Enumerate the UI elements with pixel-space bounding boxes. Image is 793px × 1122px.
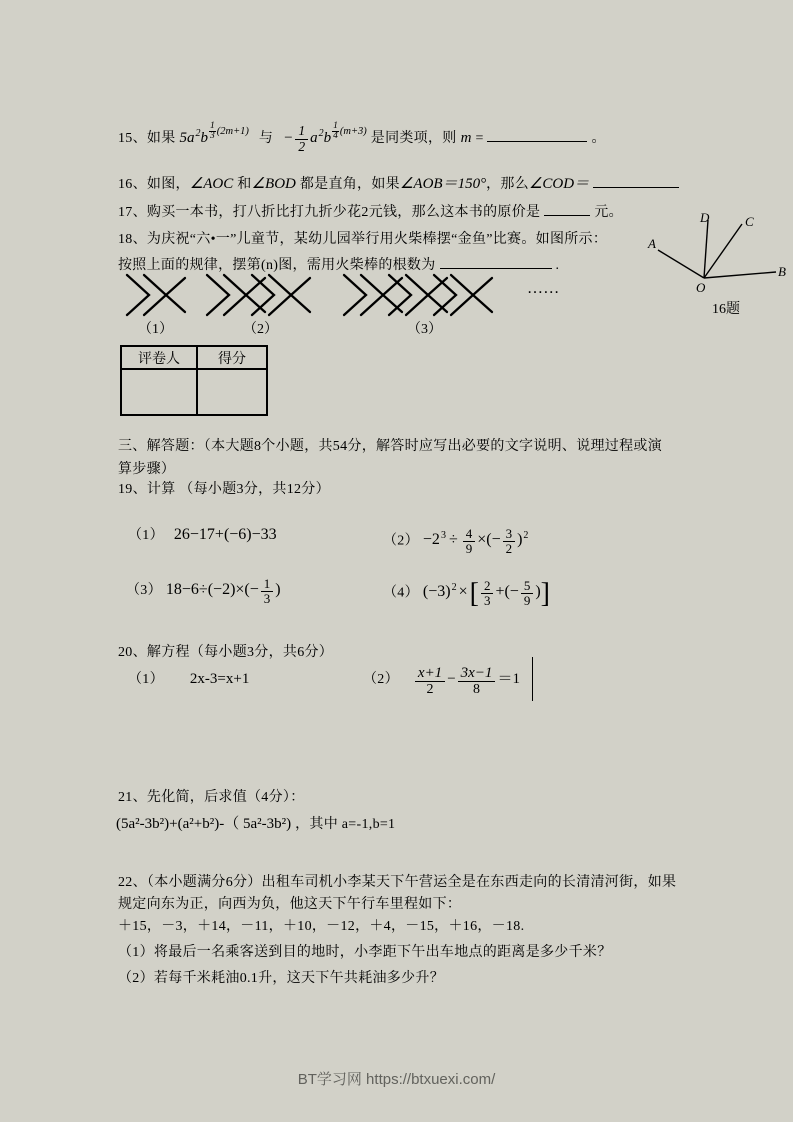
frag: ×(−: [477, 531, 501, 549]
q16-angle-cod: ∠COD＝: [528, 176, 590, 192]
frag: 5: [521, 579, 534, 594]
q22-mileage-numbers: ＋15，－3，＋14，－11，＋10，－12，＋4，－15，＋16，－18.: [118, 919, 525, 934]
q19-part-2: [383, 516, 528, 561]
frag: 3: [483, 593, 491, 609]
fish-figure-1: [125, 272, 191, 318]
frag: ): [275, 581, 281, 598]
point-label-d: D: [700, 212, 710, 225]
q16-angle-aob: ∠AOB＝150°: [399, 176, 487, 192]
q16-angle-bod: ∠BOD: [251, 176, 296, 192]
q17-answer-blank: [544, 202, 590, 216]
q19-part3-expression: [165, 575, 281, 606]
frag: (2m+1): [216, 126, 249, 137]
frag: 3: [440, 530, 446, 541]
frag: 2: [195, 128, 201, 139]
frag: ): [517, 531, 523, 549]
frag: 3: [263, 591, 271, 606]
fraction: [261, 577, 274, 607]
q15-equals: =: [475, 131, 488, 146]
section-3-heading: [118, 435, 698, 481]
q15-mid: 与: [258, 131, 274, 146]
site-watermark: BT学习网 https://btxuexi.com/: [297, 1071, 496, 1088]
q19-part-3: [126, 570, 281, 611]
frag: 2: [523, 530, 529, 541]
q16-s1: 16、如图，: [118, 177, 190, 192]
q15-f2-exponent: [331, 120, 367, 142]
frag: +(−: [495, 583, 519, 601]
frag: 2: [318, 128, 324, 139]
frag: 1: [295, 124, 308, 140]
q20-part-1: [128, 668, 249, 688]
q15-period: 。: [591, 131, 606, 146]
q18-line1: 18、为庆祝“六•一”儿童节，某幼儿园举行用火柴棒摆“金鱼”比赛。如图所示：: [118, 232, 608, 247]
q19-part3-label: （3）: [126, 583, 162, 598]
q19-part-1: [128, 524, 277, 544]
frag: 3: [503, 527, 516, 542]
q19-part-4: [383, 566, 550, 615]
q15-prefix: 15、如果: [118, 131, 176, 146]
q20-part1-label: （1）: [128, 672, 164, 687]
q21-expression-line: [116, 812, 395, 833]
frag: −: [283, 130, 294, 146]
frag: 1: [261, 577, 274, 592]
frag: (m+3): [339, 126, 367, 137]
fraction: [209, 122, 216, 142]
question-20-title: 20、解方程（每小题3分，共6分）: [118, 645, 334, 660]
q15-formula-1: [179, 120, 249, 146]
q16-s2: 和: [237, 177, 252, 192]
q19-part1-label: （1）: [128, 528, 164, 543]
q22-line2: 规定向东为正，向西为负，他这天下午行车里程如下：: [118, 897, 462, 912]
frag: ÷: [448, 531, 458, 549]
fish-label-2: （2）: [243, 322, 278, 337]
q19-part2-expression: [422, 526, 529, 557]
point-label-b: B: [778, 264, 786, 279]
frag: 18−6÷(−2)×(−: [165, 581, 259, 598]
q19-part2-label: （2）: [383, 533, 419, 549]
q17-text: 17、购买一本书，打八折比打九折少花2元钱，那么这本书的原价是: [118, 205, 541, 220]
frag: 2: [451, 582, 457, 593]
frag: 5a: [179, 130, 195, 146]
figure-caption-16: 16题: [712, 302, 740, 317]
right-bracket: ]: [540, 578, 550, 610]
fish-figure-3: [342, 272, 500, 318]
frag: 2: [505, 541, 513, 557]
fraction: [295, 124, 308, 155]
frag: x+1: [415, 665, 445, 683]
section-3-line1: 三、解答题：（本大题8个小题，共54分，解答时应写出必要的文字说明、说理过程或演: [118, 439, 662, 454]
q15-formula-2: [283, 120, 367, 154]
frag: 8: [473, 682, 481, 697]
q19-part4-label: （4）: [383, 585, 419, 601]
q20-part1-equation: 2x-3=x+1: [189, 671, 250, 687]
section-3-line2: 算步骤）: [118, 462, 176, 477]
fraction: [503, 527, 516, 557]
fraction: [463, 527, 476, 557]
frag: −2: [422, 531, 440, 549]
point-label-o: O: [696, 280, 706, 295]
question-19-title: 19、计算 （每小题3分，共12分）: [118, 482, 330, 497]
fish-figure-2: [205, 272, 317, 318]
frag: 4: [333, 131, 338, 142]
fraction: [521, 579, 534, 609]
frag: 4: [463, 527, 476, 542]
score-table-score-header: 得分: [197, 346, 267, 369]
q15-suffix: 是同类项，则: [370, 131, 457, 146]
left-bracket: [: [469, 578, 479, 610]
score-table: [120, 345, 268, 416]
point-label-c: C: [745, 214, 754, 229]
frag: 9: [465, 541, 473, 557]
frag: b: [200, 130, 208, 146]
q18-period: .: [555, 258, 560, 273]
score-table-header-row: [121, 346, 267, 369]
frag: a: [310, 130, 318, 146]
q15-f1-exponent: [208, 120, 249, 142]
q20-part2-equation: [413, 664, 520, 697]
frag: 3x−1: [458, 665, 496, 683]
q18-line2: 按照上面的规律，摆第(n)图，需用火柴棒的根数为: [118, 258, 436, 273]
fraction: [458, 665, 496, 698]
score-table-grader-header: 评卷人: [121, 346, 197, 369]
frag: −: [447, 671, 456, 687]
q22-sub1: （1）将最后一名乘客送到目的地时，小李距下午出车地点的距离是多少千米？: [118, 945, 612, 960]
q22-sub2: （2）若每千米耗油0.1升，这天下午共耗油多少升？: [118, 971, 444, 986]
fraction: [415, 665, 445, 698]
score-table-body-row: [121, 369, 267, 415]
frag: 9: [523, 593, 531, 609]
q21-expression: (5a²-3b²)+(a²+b²)-（ 5a²-3b²): [116, 816, 292, 832]
question-18-line1: [118, 228, 678, 248]
frag: (−3): [422, 583, 451, 601]
score-table-grader-cell: [121, 369, 197, 415]
q16-answer-blank: [593, 174, 679, 188]
q20-part2-label: （2）: [363, 672, 399, 687]
q19-part4-expression: [422, 578, 550, 610]
fish-label-3: （3）: [407, 322, 442, 337]
frag: b: [323, 130, 332, 146]
q20-part-2: [363, 656, 533, 703]
frag: ×: [458, 583, 468, 601]
frag: 2: [426, 682, 434, 697]
q15-var-m: m: [460, 130, 472, 146]
fish-ellipsis: ……: [527, 280, 560, 297]
question-17: [118, 201, 718, 221]
point-label-a: A: [648, 236, 656, 251]
q21-condition: ，其中 a=-1,b=1: [295, 817, 396, 832]
frag: 2: [298, 139, 306, 154]
question-15: [118, 114, 718, 160]
question-21-title: 21、先化简，后求值（4分）：: [118, 790, 305, 805]
q16-angle-aoc: ∠AOC: [189, 176, 234, 192]
question-16: [118, 172, 718, 193]
fraction: [332, 122, 339, 142]
angle-figure-16: [638, 212, 788, 297]
frag: 1: [210, 120, 215, 131]
frag: 2: [481, 579, 494, 594]
q19-part1-expression: 26−17+(−6)−33: [173, 526, 277, 543]
frag: 1: [333, 120, 338, 131]
fish-label-1: （1）: [138, 322, 173, 337]
fraction: [481, 579, 494, 609]
q15-answer-blank: [487, 128, 587, 142]
q16-s4: ，那么: [486, 177, 529, 192]
frag: ＝1: [497, 671, 520, 687]
q18-answer-blank: [440, 255, 552, 269]
frag: ): [535, 583, 541, 601]
q17-unit: 元。: [594, 205, 623, 220]
frag: 3: [210, 131, 215, 142]
q22-line1: 22、（本小题满分6分）出租车司机小李某天下午营运全是在东西走向的长清清河街，如果: [118, 875, 677, 890]
q16-s3: 都是直角，如果: [299, 177, 400, 192]
vertical-rule: [532, 657, 533, 701]
score-table-score-cell: [197, 369, 267, 415]
question-18-line2: [118, 254, 678, 274]
question-22: [118, 872, 698, 990]
